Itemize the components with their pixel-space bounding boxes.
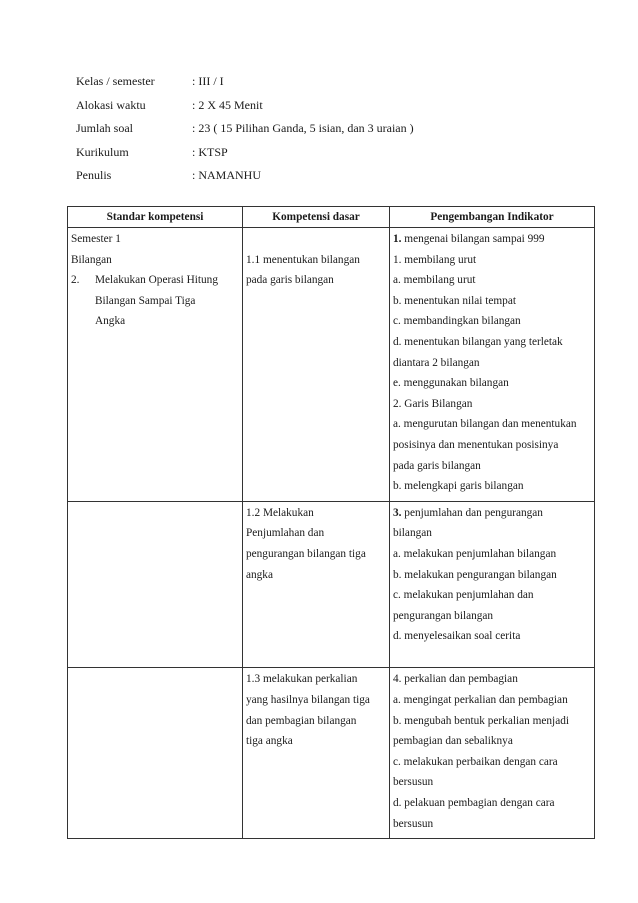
indicator-text: b. menentukan nilai tempat bbox=[393, 294, 516, 307]
indicator-text: pembagian dan sebaliknya bbox=[393, 735, 513, 748]
info-row-time bbox=[76, 94, 596, 118]
indicator-text: posisinya dan menentukan posisinya bbox=[393, 438, 559, 451]
indicator-text: c. melakukan penjumlahan dan bbox=[393, 589, 534, 602]
kd-text: 1.2 Melakukan bbox=[246, 506, 314, 519]
info-label: Kurikulum bbox=[76, 144, 129, 159]
info-row-curriculum bbox=[76, 141, 596, 165]
indicator-text: pada garis bilangan bbox=[393, 459, 481, 472]
info-value: : 2 X 45 Menit bbox=[192, 97, 263, 112]
sk-item-text: Angka bbox=[95, 315, 126, 328]
header-kompetensi-dasar: Kompetensi dasar bbox=[243, 207, 390, 228]
indicator-cell bbox=[390, 668, 595, 839]
indicator-text: a. melakukan penjumlahan bilangan bbox=[393, 547, 557, 560]
indicator-number: 3. bbox=[393, 506, 402, 519]
indicator-text: e. menggunakan bilangan bbox=[393, 377, 509, 390]
sk-cell bbox=[68, 668, 243, 839]
indicator-number: 1. bbox=[393, 233, 402, 245]
info-row-questions bbox=[76, 117, 596, 141]
indicator-cell bbox=[390, 501, 595, 668]
header-standar-kompetensi: Standar kompetensi bbox=[68, 207, 243, 228]
exam-info bbox=[76, 70, 596, 188]
sk-item bbox=[71, 270, 239, 291]
kd-text: Penjumlahan dan bbox=[246, 527, 325, 540]
indicator-text: diantara 2 bilangan bbox=[393, 356, 480, 369]
indicator-text: d. menyelesaikan soal cerita bbox=[393, 630, 521, 643]
info-label: Jumlah soal bbox=[76, 121, 133, 135]
indicator-text: d. menentukan bilangan yang terletak bbox=[393, 335, 563, 348]
indicator-text: d. pelakuan pembagian dengan cara bbox=[393, 797, 555, 810]
table-header-row bbox=[68, 207, 595, 228]
sk-item-text: Melakukan Operasi Hitung bbox=[95, 274, 218, 287]
kd-cell bbox=[243, 668, 390, 839]
indicator-text: a. mengingat perkalian dan pembagian bbox=[393, 694, 568, 707]
info-label: Penulis bbox=[76, 168, 112, 182]
indicator-heading bbox=[393, 503, 591, 524]
indicator-text: b. mengubah bentuk perkalian menjadi bbox=[393, 714, 569, 727]
info-label: Alokasi waktu bbox=[76, 97, 146, 112]
sk-cell bbox=[68, 228, 243, 502]
indicator-cell bbox=[390, 228, 595, 502]
indicator-text: pengurangan bilangan bbox=[393, 609, 494, 622]
indicator-text: b. melakukan pengurangan bilangan bbox=[393, 568, 557, 581]
kd-text: dan pembagian bilangan bbox=[246, 714, 357, 727]
semester-text: Semester 1 bbox=[71, 233, 121, 245]
info-value: : III / I bbox=[192, 74, 224, 88]
kd-text: angka bbox=[246, 568, 273, 581]
indicator-text: bersusun bbox=[393, 776, 434, 789]
competency-table bbox=[67, 206, 595, 839]
kd-text: pengurangan bilangan tiga bbox=[246, 547, 366, 560]
indicator-text: 1. membilang urut bbox=[393, 253, 477, 266]
info-value: : 23 ( 15 Pilihan Ganda, 5 isian, dan 3 uraian ) bbox=[192, 121, 414, 135]
kd-text: 1.1 menentukan bilangan bbox=[246, 253, 360, 266]
kd-text: pada garis bilangan bbox=[246, 274, 334, 287]
info-value: : NAMANHU bbox=[192, 168, 261, 182]
indicator-text: a. membilang urut bbox=[393, 274, 476, 287]
topic-text: Bilangan bbox=[71, 253, 112, 266]
indicator-text: bilangan bbox=[393, 527, 432, 540]
info-row-class bbox=[76, 70, 596, 94]
indicator-text: bersusun bbox=[393, 817, 434, 830]
table-row bbox=[68, 228, 595, 502]
kd-cell bbox=[243, 501, 390, 668]
indicator-heading bbox=[393, 229, 591, 250]
indicator-heading-text: mengenai bilangan sampai 999 bbox=[401, 233, 545, 245]
indicator-text: b. melengkapi garis bilangan bbox=[393, 480, 524, 493]
info-row-author bbox=[76, 164, 596, 188]
header-pengembangan-indikator: Pengembangan Indikator bbox=[390, 207, 595, 228]
sk-item-text: Bilangan Sampai Tiga bbox=[95, 294, 196, 307]
kd-text: 1.3 melakukan perkalian bbox=[246, 673, 358, 686]
indicator-text: c. melakukan perbaikan dengan cara bbox=[393, 755, 558, 768]
indicator-text: 2. Garis Bilangan bbox=[393, 397, 473, 410]
indicator-text: a. mengurutan bilangan dan menentukan bbox=[393, 418, 577, 431]
sk-item-number: 2. bbox=[71, 274, 80, 287]
info-label: Kelas / semester bbox=[76, 74, 155, 88]
sk-cell bbox=[68, 501, 243, 668]
info-value: : KTSP bbox=[192, 144, 228, 159]
kd-text: yang hasilnya bilangan tiga bbox=[246, 694, 370, 707]
indicator-text: c. membandingkan bilangan bbox=[393, 315, 521, 328]
table-row bbox=[68, 501, 595, 668]
indicator-heading-text: penjumlahan dan pengurangan bbox=[401, 506, 543, 519]
kd-text: tiga angka bbox=[246, 735, 293, 748]
kd-cell bbox=[243, 228, 390, 502]
indicator-text: 4. perkalian dan pembagian bbox=[393, 673, 518, 686]
table-row bbox=[68, 668, 595, 839]
